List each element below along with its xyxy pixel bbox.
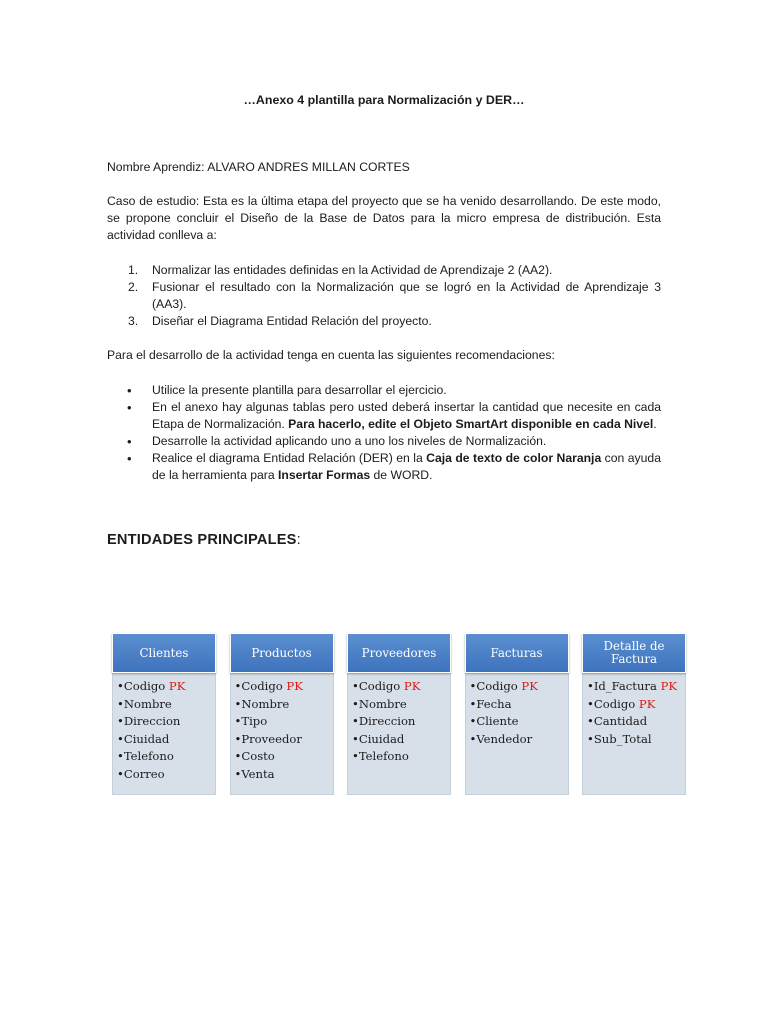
- entity-field: [587, 696, 685, 714]
- bullet-icon: •: [127, 451, 132, 466]
- entity-field: [235, 713, 333, 731]
- step-number: 1.: [128, 263, 139, 277]
- entity-field-list: [352, 678, 450, 766]
- primary-key-badge: PK: [168, 679, 186, 693]
- step-item: [107, 313, 661, 330]
- bullet-icon: •: [234, 749, 242, 764]
- field-name: Nombre: [358, 696, 407, 711]
- bullet-icon: •: [117, 731, 124, 746]
- field-name: Proveedor: [241, 731, 302, 746]
- recommendation-item: [107, 382, 661, 399]
- entity-field: [470, 731, 568, 749]
- recommendation-item: [107, 399, 661, 433]
- entity-field: [352, 678, 450, 696]
- field-name: Costo: [241, 749, 275, 764]
- field-name: Codigo: [241, 679, 283, 693]
- field-name: Fecha: [476, 696, 512, 711]
- bullet-icon: •: [127, 434, 132, 449]
- entity-field: [470, 696, 568, 714]
- section-title-text: ENTIDADES PRINCIPALES: [107, 532, 297, 548]
- bullet-icon: •: [352, 714, 359, 729]
- bullet-icon: •: [234, 714, 242, 729]
- bullet-icon: •: [587, 714, 594, 729]
- bullet-icon: •: [117, 714, 124, 729]
- entity-field: [352, 696, 450, 714]
- bullet-icon: •: [469, 731, 477, 746]
- entity-field: [117, 748, 215, 766]
- case-study-paragraph: Caso de estudio: Esta es la última etapa del proyecto que se ha venido desarrollando. De este modo, se propone concluir el Diseño de la Base de Datos para la micro empresa de distribución. Esta actividad conlleva a:: [107, 194, 661, 242]
- bullet-icon: •: [234, 731, 242, 746]
- recommendations-intro: Para el desarrollo de la actividad tenga en cuenta las siguientes recomendaciones:: [107, 348, 555, 362]
- entities-smartart[interactable]: [112, 633, 688, 795]
- bullet-icon: •: [469, 696, 477, 711]
- entity-field: [352, 713, 450, 731]
- field-name: Nombre: [241, 696, 290, 711]
- recommendation-text: En el anexo hay algunas tablas pero usted deberá insertar la cantidad que necesite en cada Etapa de Normalización.: [152, 400, 661, 431]
- bullet-icon: •: [352, 679, 359, 693]
- bullet-icon: •: [587, 679, 594, 693]
- primary-key-badge: PK: [286, 679, 303, 693]
- bullet-icon: •: [117, 766, 124, 781]
- step-number: 2.: [128, 280, 139, 294]
- step-text: Diseñar el Diagrama Entidad Relación del proyecto.: [152, 314, 432, 328]
- entity-field: [117, 696, 215, 714]
- bullet-icon: •: [469, 679, 477, 693]
- recommendation-emphasis: Insertar Formas: [278, 468, 371, 482]
- field-name: Codigo: [593, 696, 636, 711]
- step-item: [107, 262, 661, 279]
- bullet-icon: •: [352, 696, 359, 711]
- field-name: Codigo: [358, 679, 401, 693]
- entity-box[interactable]: [112, 633, 216, 795]
- entity-box[interactable]: [230, 633, 334, 795]
- bullet-icon: •: [117, 696, 124, 711]
- bullet-icon: •: [352, 731, 359, 746]
- recommendation-emphasis: Caja de texto de color Naranja: [426, 451, 602, 465]
- entity-name-header[interactable]: Clientes: [112, 633, 216, 673]
- field-name: Tipo: [241, 714, 268, 729]
- section-title: [107, 532, 301, 549]
- bullet-icon: •: [234, 679, 242, 693]
- section-title-colon: :: [296, 532, 301, 548]
- entity-field-list: [587, 678, 685, 748]
- entity-field: [587, 678, 685, 696]
- entity-box[interactable]: [347, 633, 451, 795]
- step-number: 3.: [128, 314, 139, 328]
- recommendation-text: Utilice la presente plantilla para desarrollar el ejercicio.: [152, 383, 447, 397]
- primary-key-badge: PK: [403, 679, 421, 693]
- primary-key-badge: PK: [521, 679, 538, 693]
- field-name: Telefono: [358, 749, 409, 764]
- field-name: Codigo: [476, 679, 518, 693]
- entity-field-list: [117, 678, 215, 784]
- recommendation-text: Desarrolle la actividad aplicando uno a uno los niveles de Normalización.: [152, 434, 547, 448]
- entity-field: [587, 731, 685, 749]
- step-text: Normalizar las entidades definidas en la Actividad de Aprendizaje 2 (AA2).: [152, 263, 553, 277]
- entity-field: [587, 713, 685, 731]
- entity-field: [117, 731, 215, 749]
- bullet-icon: •: [352, 749, 359, 764]
- entity-field: [235, 731, 333, 749]
- entity-field: [235, 678, 333, 696]
- recommendation-item: [107, 433, 661, 450]
- recommendation-item: [107, 450, 661, 484]
- bullet-icon: •: [127, 383, 132, 398]
- field-name: Ciuidad: [358, 731, 405, 746]
- bullet-icon: •: [234, 696, 242, 711]
- step-text: Fusionar el resultado con la Normalización que se logró en la Actividad de Aprendizaje 3 (AA3).: [152, 280, 661, 311]
- field-name: Nombre: [123, 696, 172, 711]
- bullet-icon: •: [127, 400, 132, 415]
- entity-field: [352, 731, 450, 749]
- recommendation-text: de WORD.: [370, 468, 433, 482]
- field-name: Direccion: [358, 714, 416, 729]
- recommendation-text: .: [653, 417, 657, 431]
- field-name: Codigo: [123, 679, 166, 693]
- field-name: Sub_Total: [593, 731, 652, 746]
- entity-name-header[interactable]: Detalle de Factura: [582, 633, 686, 673]
- bullet-icon: •: [234, 766, 242, 781]
- entity-name-header[interactable]: Productos: [230, 633, 334, 673]
- bullet-icon: •: [587, 696, 594, 711]
- field-name: Telefono: [123, 749, 174, 764]
- entity-field: [235, 696, 333, 714]
- field-name: Correo: [123, 766, 165, 781]
- recommendation-emphasis: Para hacerlo, edite el Objeto SmartArt disponible en cada Nivel: [288, 417, 654, 431]
- field-name: Id_Factura: [593, 679, 657, 693]
- bullet-icon: •: [117, 749, 124, 764]
- student-name: Nombre Aprendiz: ALVARO ANDRES MILLAN CORTES: [107, 160, 410, 174]
- step-item: [107, 279, 661, 313]
- field-name: Venta: [241, 766, 275, 781]
- bullet-icon: •: [469, 714, 477, 729]
- entity-name-header[interactable]: Proveedores: [347, 633, 451, 673]
- activity-steps-list: [107, 262, 661, 330]
- entity-field: [117, 713, 215, 731]
- entity-field: [352, 748, 450, 766]
- entity-field-list: [470, 678, 568, 748]
- primary-key-badge: PK: [660, 679, 678, 693]
- bullet-icon: •: [587, 731, 594, 746]
- entity-name-header[interactable]: Facturas: [465, 633, 569, 673]
- bullet-icon: •: [117, 679, 124, 693]
- entity-field: [117, 766, 215, 784]
- entity-box[interactable]: [582, 633, 686, 795]
- entity-field-list: [235, 678, 333, 784]
- entity-field: [235, 766, 333, 784]
- primary-key-badge: PK: [638, 696, 656, 711]
- entity-field: [235, 748, 333, 766]
- field-name: Vendedor: [476, 731, 533, 746]
- recommendation-text: con ayuda de la herramienta para: [152, 451, 661, 482]
- field-name: Cliente: [476, 714, 519, 729]
- field-name: Cantidad: [593, 714, 648, 729]
- entity-field: [470, 678, 568, 696]
- recommendations-list: [107, 382, 661, 484]
- entity-field: [470, 713, 568, 731]
- entity-box[interactable]: [465, 633, 569, 795]
- document-title: …Anexo 4 plantilla para Normalización y DER…: [243, 93, 525, 107]
- field-name: Ciuidad: [123, 731, 170, 746]
- entity-field: [117, 678, 215, 696]
- field-name: Direccion: [123, 714, 181, 729]
- recommendation-text: Realice el diagrama Entidad Relación (DER) en la: [152, 451, 427, 465]
